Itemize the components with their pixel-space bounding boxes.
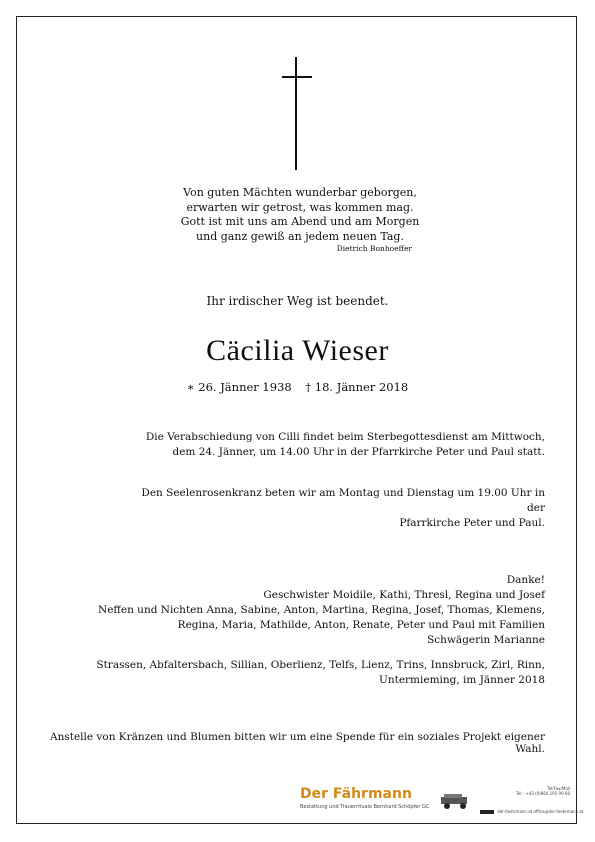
thanks-nephews: Regina, Maria, Mathilde, Anton, Renate, Peter und Paul mit Familien	[177, 619, 545, 631]
farewell-line: Die Verabschiedung von Cilli findet beim Sterbegottesdienst am Mittwoch,	[145, 431, 545, 443]
rosary-line: Den Seelenrosenkranz beten wir am Montag und Dienstag um 19.00 Uhr in der	[141, 487, 545, 514]
places-section	[45, 658, 545, 688]
death-date: † 18. Jänner 2018	[305, 380, 409, 394]
closing-text: Anstelle von Kränzen und Blumen bitten wir um eine Spende für ein soziales Projekt eigener Wahl.	[50, 731, 545, 755]
deceased-name: Cäcilia Wieser	[206, 334, 389, 367]
poem-line: und ganz gewiß an jedem neuen Tag.	[196, 229, 404, 243]
poem-author: Dietrich Bonhoeffer	[336, 244, 412, 253]
cross-icon-vertical	[295, 57, 297, 170]
footer-contact	[480, 786, 570, 796]
thanks-title: Danke!	[506, 574, 545, 586]
rosary-line: Pfarrkirche Peter und Paul.	[399, 517, 545, 529]
footer-web	[480, 809, 584, 814]
farewell-line: dem 24. Jänner, um 14.00 Uhr in der Pfarrkirche Peter und Paul statt.	[172, 446, 545, 458]
web-icon	[480, 810, 494, 814]
funeral-home-subtitle: Bestattung und Trauerrituale Bernhard Schöpfer GC	[300, 804, 430, 810]
hearse-icon	[438, 792, 472, 810]
funeral-home-logo: Der Fährmann	[300, 786, 412, 802]
poem-line: Gott ist mit uns am Abend und am Morgen	[180, 215, 420, 228]
footer-email: office@der-faehrmann.at	[533, 809, 584, 814]
footer-phone: Tel.: +43 (0)664 195 99 60	[516, 791, 570, 796]
thanks-nephews: Neffen und Nichten Anna, Sabine, Anton, Martina, Regina, Josef, Thomas, Klemens,	[98, 604, 545, 616]
footer-website: der-faehrmann.at	[497, 809, 533, 814]
life-dates	[0, 380, 595, 394]
rosary-paragraph	[125, 486, 545, 531]
thanks-sister-in-law: Schwägerin Marianne	[427, 634, 545, 646]
footer-contact-label: Tel/Fax/Mail	[547, 786, 570, 791]
places-line: Untermieming, im Jänner 2018	[378, 674, 545, 686]
thanks-section	[45, 573, 545, 648]
farewell-paragraph	[125, 430, 545, 460]
poem-line: Von guten Mächten wunderbar geborgen,	[183, 186, 417, 199]
poem-line: erwarten wir getrost, was kommen mag.	[186, 200, 414, 214]
thanks-siblings: Geschwister Moidile, Kathi, Thresl, Regina und Josef	[263, 589, 545, 601]
poem	[150, 186, 450, 244]
cross-icon-horizontal	[282, 76, 312, 78]
places-line: Strassen, Abfaltersbach, Sillian, Oberlienz, Telfs, Lienz, Trins, Innsbruck, Zirl, Rinn,	[96, 659, 545, 671]
intro-text: Ihr irdischer Weg ist beendet.	[206, 294, 389, 308]
birth-date: ∗ 26. Jänner 1938	[186, 380, 292, 394]
